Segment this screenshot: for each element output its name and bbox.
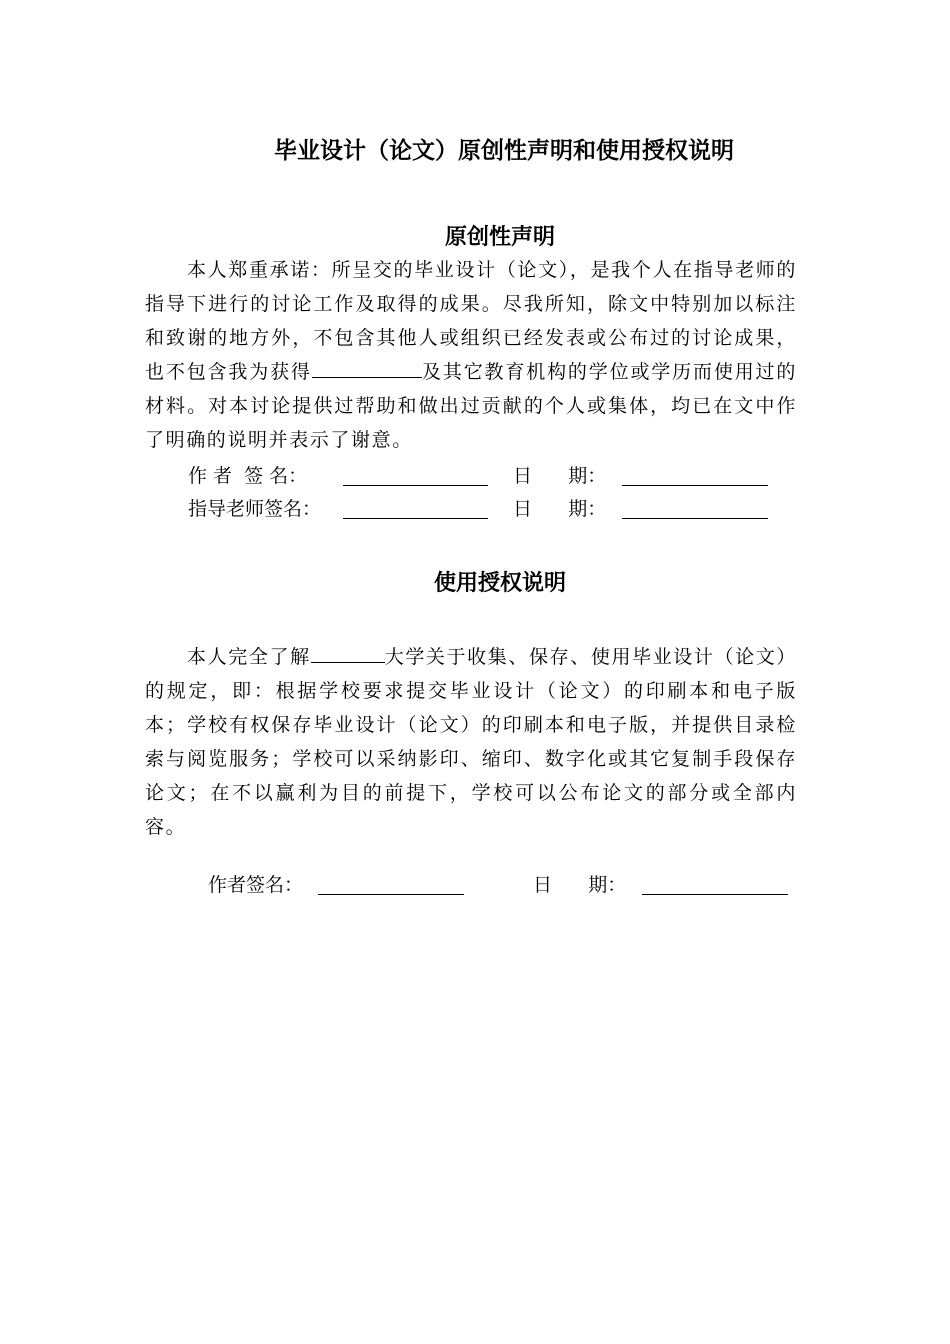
authorization-text-part1: 本人完全了解 <box>187 646 311 668</box>
document-title: 毕业设计（论文）原创性声明和使用授权说明 <box>274 138 734 164</box>
originality-text-part2: 及其它教育机构的学位或学历而使用过的材料。对本讨论提供过帮助和做出过贡献的个人或集体，均已在文中作了明确的说明并表示了谢意。 <box>145 361 797 451</box>
authorization-heading: 使用授权说明 <box>433 571 566 596</box>
advisor-date-line <box>622 518 768 519</box>
final-signature-row <box>0 870 950 900</box>
advisor-signature-label: 指导老师签名： <box>188 498 322 520</box>
author-date-line <box>622 485 768 486</box>
university-blank <box>311 640 385 663</box>
final-date-label: 日 期： <box>533 874 627 896</box>
final-signature-label: 作者签名： <box>208 874 304 896</box>
originality-text-part1: 本人郑重承诺：所呈交的毕业设计（论文），是我个人在指导老师的指导下进行的讨论工作及取得的成果。尽我所知，除文中特别加以标注和致谢的地方外，不包含其他人或组织已经发表或公布过的讨论成果，也不包含我为获得 <box>145 259 797 383</box>
advisor-signature-line <box>343 518 488 519</box>
author-signature-label: 作 者 签 名： <box>188 465 308 487</box>
degree-blank <box>312 355 422 378</box>
authorization-text-part2: 大学关于收集、保存、使用毕业设计（论文）的规定，即：根据学校要求提交毕业设计（论文）的印刷本和电子版本；学校有权保存毕业设计（论文）的印刷本和电子版，并提供目录检索与阅览服务；学校可以采纳影印、缩印、数字化或其它复制手段保存论文；在不以赢利为目的前提下，学校可以公布论文的部分或全部内容。 <box>145 646 797 838</box>
author-signature-line <box>343 485 488 486</box>
author-signature-row <box>0 461 950 491</box>
originality-statement <box>145 253 797 457</box>
advisor-signature-row <box>0 494 950 524</box>
final-signature-line <box>318 894 464 895</box>
final-date-line <box>642 894 788 895</box>
originality-heading: 原创性声明 <box>444 225 555 250</box>
authorization-statement <box>145 640 797 844</box>
author-date-label: 日 期： <box>513 465 607 487</box>
advisor-date-label: 日 期： <box>513 498 607 520</box>
